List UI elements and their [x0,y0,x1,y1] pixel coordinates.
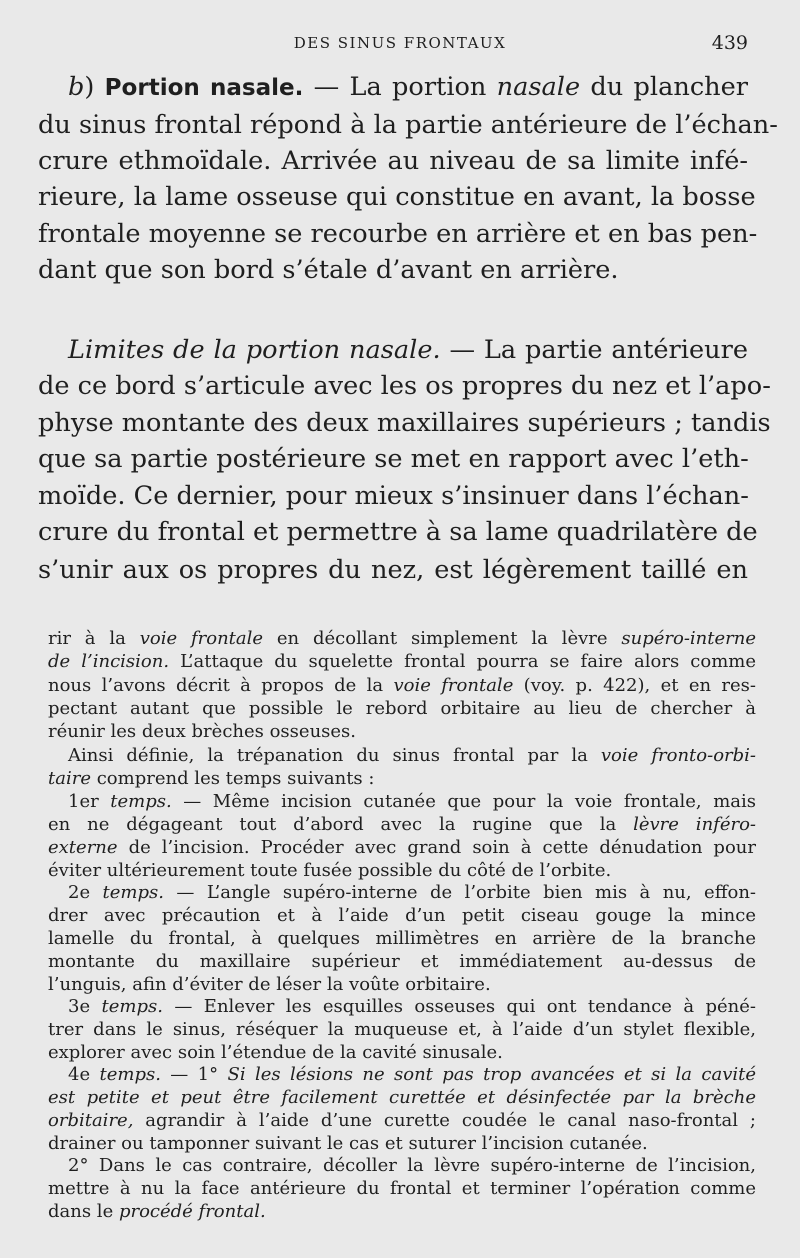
note-line [48,1019,756,1040]
text-run: 2° Dans le cas contraire, décoller la lèvre supéro-interne de l’incision, [68,1155,756,1176]
page-number: 439 [711,32,748,54]
text-run: éviter ultérieurement toute fusée possible du côté de l’orbite. [48,860,612,881]
text-run: 4e [68,1064,100,1085]
text-run: réunir les deux brèches osseuses. [48,721,357,742]
italic-run: voie fronto-orbi- [600,745,756,766]
italic-run: orbitaire, [48,1110,134,1131]
text-run: s’unir aux os propres du nez, est légèrement taillé en [38,555,748,585]
text-run: — L’angle supéro-interne de l’orbite bien mis à nu, effon- [163,882,756,903]
text-line [38,182,756,212]
page-header [0,30,800,60]
text-run: trer dans le sinus, réséquer la muqueuse et, à l’aide d’un stylet flexible, [48,1019,756,1040]
italic-run: b [68,72,85,102]
text-run: L’attaque du squelette frontal pourra se faire alors comme [169,651,756,672]
text-line [38,146,748,176]
note-line [48,951,756,972]
note-line [68,996,756,1017]
note-line [48,928,756,949]
text-run: — La partie antérieure [440,335,748,365]
text-line [68,335,748,365]
note-line [48,1087,756,1108]
note-line [48,1178,756,1199]
text-run: crure du frontal et permettre à sa lame quadrilatère de [38,517,758,547]
italic-run: taire [48,768,91,789]
text-run: lamelle du frontal, à quelques millimètres en arrière de la branche [48,928,756,949]
text-line [68,72,748,102]
text-line [38,255,748,285]
italic-run: nasale [496,72,581,102]
text-line [38,481,748,511]
note-line [48,814,756,835]
text-run: Ainsi définie, la trépanation du sinus frontal par la [68,745,601,766]
text-run: moïde. Ce dernier, pour mieux s’insinuer dans l’échan- [38,481,749,511]
italic-run: temps. [102,882,164,903]
text-run: en décollant simplement la lèvre [263,628,622,649]
note-line [48,651,756,672]
italic-run: temps. [101,996,163,1017]
note-line [68,745,756,766]
italic-run: de l’incision. [48,651,170,672]
note-line [48,628,756,649]
note-line [48,1042,756,1063]
note-line [48,837,756,858]
running-title: DES SINUS FRONTAUX [293,34,507,52]
note-line [48,768,756,789]
italic-run: supéro-interne [621,628,756,649]
text-run: — Enlever les esquilles osseuses qui ont tendance à péné- [162,996,757,1017]
text-run: nous l’avons décrit à propos de la [48,675,394,696]
note-line [48,860,756,881]
italic-run: Si les lésions ne sont pas trop avancées et si la cavité [227,1064,757,1085]
text-line [38,408,771,438]
text-run: pectant autant que possible le rebord orbitaire au lieu de chercher à [48,698,756,719]
text-run: dans le [48,1201,119,1222]
text-run: 3e [68,996,102,1017]
text-run: de ce bord s’articule avec les os propres du nez et l’apo- [38,371,771,401]
italic-run: temps. [99,1064,161,1085]
text-run: rir à la [48,628,140,649]
note-line [48,1133,756,1154]
text-run: crure ethmoïdale. Arrivée au niveau de sa limite infé- [38,146,748,176]
italic-run: temps. [110,791,172,812]
text-line [38,219,758,249]
note-line [68,882,756,903]
text-line [38,110,778,140]
italic-run: Limites de la portion nasale. [68,335,441,365]
italic-run: externe [48,837,118,858]
text-run: — 1° [160,1064,228,1085]
note-line [48,698,756,719]
bold-run: Portion nasale. [104,75,304,101]
text-run: de l’incision. Procéder avec grand soin à cette dénudation pour [117,837,756,858]
text-run: drer avec précaution et à l’aide d’un petit ciseau gouge la mince [48,905,756,926]
text-run: frontale moyenne se recourbe en arrière et en bas pen- [38,219,758,249]
text-run: dant que son bord s’étale d’avant en arrière. [38,255,619,285]
text-run: — Même incision cutanée que pour la voie frontale, mais [171,791,756,812]
text-run: ) [84,72,105,102]
note-line [68,1064,756,1085]
text-run: physe montante des deux maxillaires supérieurs ; tandis [38,408,771,438]
text-run: du plancher [580,72,749,102]
text-run: montante du maxillaire supérieur et immédiatement au-dessus de [48,951,756,972]
italic-run: est petite et peut être facilement curettée et désinfectée par la brèche [48,1087,756,1108]
text-run: (voy. p. 422), et en res- [513,675,756,696]
note-line [48,721,756,742]
text-run: l’unguis, afin d’éviter de léser la voûte orbitaire. [48,974,491,995]
note-line [48,675,756,696]
text-run: en ne dégageant tout d’abord avec la rugine que la [48,814,634,835]
text-line [38,517,758,547]
text-run: que sa partie postérieure se met en rapport avec l’eth- [38,444,749,474]
text-run: agrandir à l’aide d’une curette coudée le canal naso-frontal ; [133,1110,756,1131]
note-line [48,1110,756,1131]
note-line [48,905,756,926]
text-run: du sinus frontal répond à la partie antérieure de l’échan- [38,110,778,140]
note-line [68,1155,756,1176]
text-run: 1er [68,791,111,812]
italic-run: voie frontale [139,628,264,649]
text-line [38,555,748,585]
text-line [38,444,748,474]
text-run: rieure, la lame osseuse qui constitue en avant, la bosse [38,182,756,212]
text-run: drainer ou tamponner suivant le cas et suturer l’incision cutanée. [48,1133,648,1154]
text-line [38,371,771,401]
italic-run: lèvre inféro- [633,814,756,835]
text-run: mettre à nu la face antérieure du frontal et terminer l’opération comme [48,1178,756,1199]
note-line [48,1201,756,1222]
text-run: comprend les temps suivants : [90,768,375,789]
italic-run: procédé frontal. [118,1201,266,1222]
text-run: explorer avec soin l’étendue de la cavité sinusale. [48,1042,503,1063]
italic-run: voie frontale [393,675,514,696]
note-line [68,791,756,812]
text-run: 2e [68,882,103,903]
text-run: — La portion [303,72,497,102]
note-line [48,974,756,995]
